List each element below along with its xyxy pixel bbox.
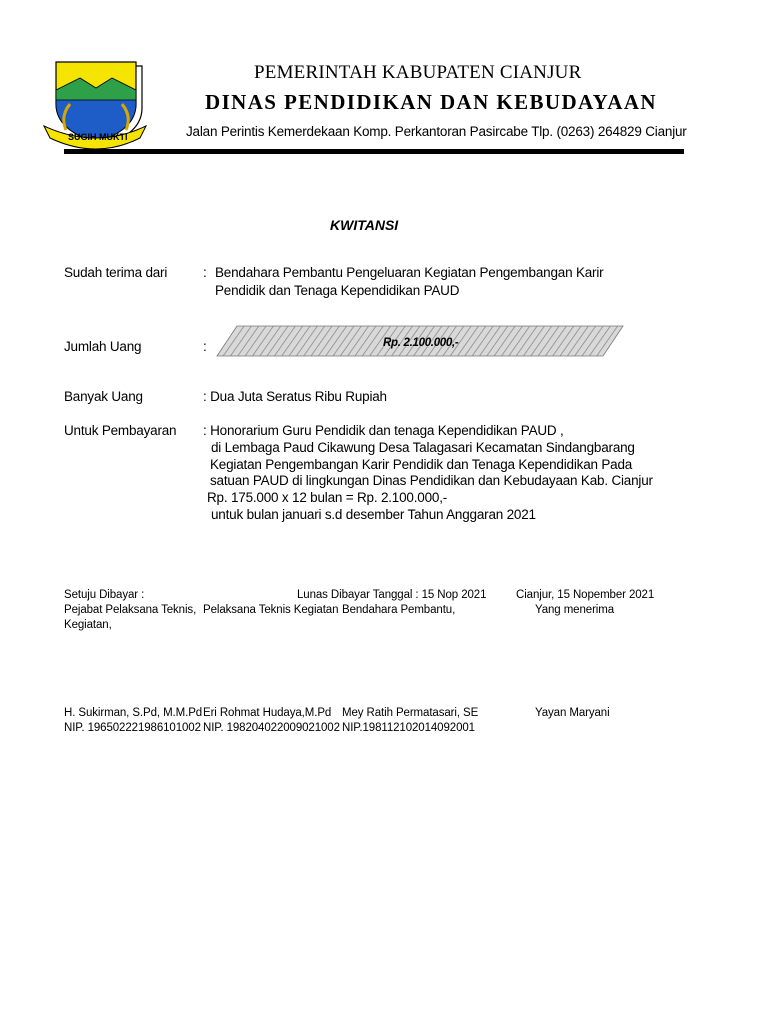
purpose-label: Untuk Pembayaran <box>64 423 177 438</box>
received-from-line-2: Pendidik dan Tenaga Kependidikan PAUD <box>215 283 460 298</box>
received-from-colon: : <box>203 265 207 280</box>
amount-label: Jumlah Uang <box>64 339 142 354</box>
government-name: PEMERINTAH KABUPATEN CIANJUR <box>254 62 582 83</box>
amount-words-value: : Dua Juta Seratus Ribu Rupiah <box>203 389 387 404</box>
purpose-line-4: satuan PAUD di lingkungan Dinas Pendidikan dan Kebudayaan Kab. Cianjur <box>210 473 653 488</box>
purpose-line-6: untuk bulan januari s.d desember Tahun Anggaran 2021 <box>211 507 536 522</box>
purpose-line-1: : Honorarium Guru Pendidik dan tenaga Kependidikan PAUD , <box>203 423 564 438</box>
received-from-line-1: Bendahara Pembantu Pengeluaran Kegiatan Pengembangan Karir <box>215 265 604 280</box>
regency-emblem-logo <box>40 60 150 152</box>
role-treasurer: Bendahara Pembantu, <box>342 604 456 616</box>
purpose-line-3: Kegiatan Pengembangan Karir Pendidik dan Tenaga Kependidikan Pada <box>210 457 633 472</box>
name-recipient: Yayan Maryani <box>535 707 610 719</box>
nip-technical-officer: NIP. 196502221986101002 <box>64 722 201 734</box>
amount-words-label: Banyak Uang <box>64 389 143 404</box>
role-recipient: Yang menerima <box>535 604 615 616</box>
purpose-line-5: Rp. 175.000 x 12 bulan = Rp. 2.100.000,- <box>207 490 448 505</box>
header-divider <box>64 149 684 154</box>
name-treasurer: Mey Ratih Permatasari, SE <box>342 707 479 719</box>
purpose-line-2: di Lembaga Paud Cikawung Desa Talagasari Kecamatan Sindangbarang <box>211 440 635 455</box>
approve-label: Setuju Dibayar : <box>64 589 145 601</box>
role-activity-executor: Pelaksana Teknis Kegiatan <box>203 604 339 616</box>
amount-colon: : <box>203 339 207 354</box>
place-date: Cianjur, 15 Nopember 2021 <box>516 589 655 601</box>
department-address: Jalan Perintis Kemerdekaan Komp. Perkantoran Pasircabe Tlp. (0263) 264829 Cianjur <box>186 124 687 139</box>
amount-value: Rp. 2.100.000,- <box>383 337 459 349</box>
role-technical-officer-cont: Kegiatan, <box>64 619 112 631</box>
received-from-label: Sudah terima dari <box>64 265 168 280</box>
document-title: KWITANSI <box>330 217 399 233</box>
name-technical-officer: H. Sukirman, S.Pd, M.M.Pd <box>64 707 203 719</box>
role-technical-officer: Pejabat Pelaksana Teknis, <box>64 604 197 616</box>
logo-motto: SUGIH MUKTI <box>68 132 128 142</box>
name-activity-executor: Eri Rohmat Hudaya,M.Pd <box>203 707 332 719</box>
paid-date-label: Lunas Dibayar Tanggal : 15 Nop 2021 <box>297 589 487 601</box>
department-name: DINAS PENDIDIKAN DAN KEBUDAYAAN <box>205 90 657 114</box>
nip-activity-executor: NIP. 198204022009021002 <box>203 722 340 734</box>
nip-treasurer: NIP.198112102014092001 <box>342 722 475 734</box>
